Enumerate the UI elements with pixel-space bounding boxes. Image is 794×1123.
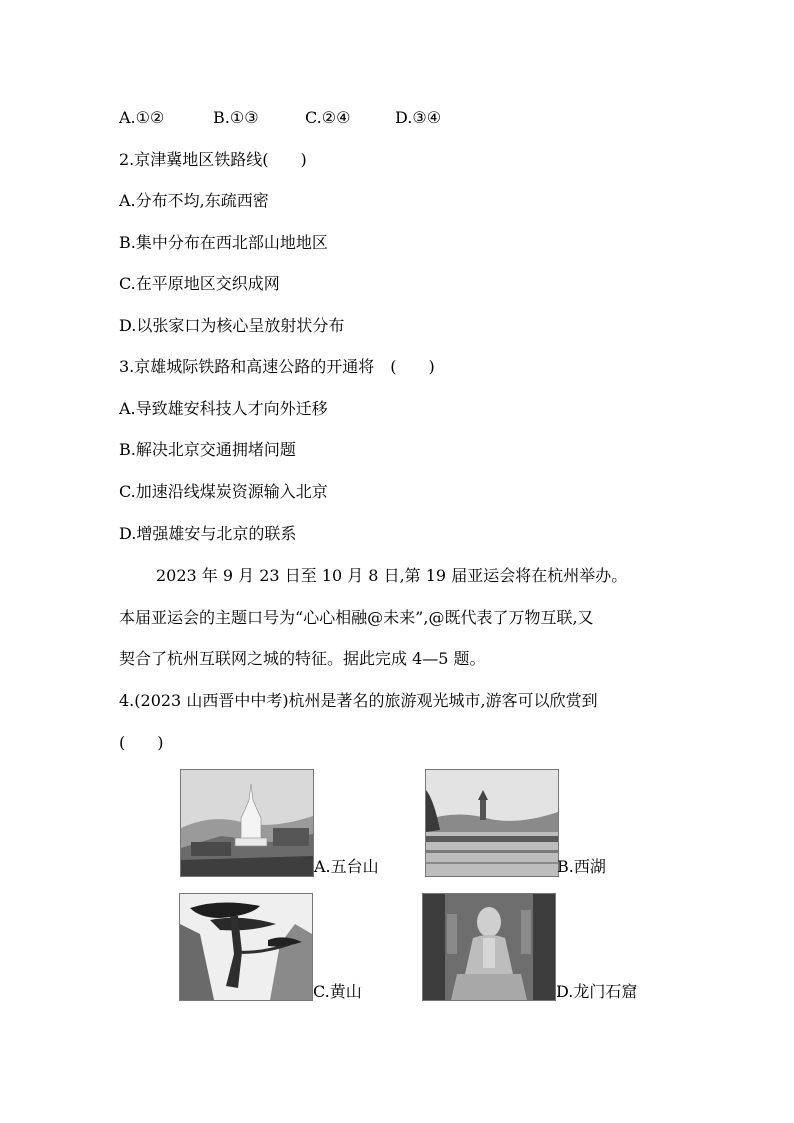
q4-bracket: ( ) [119,733,164,752]
option-c: C.②④ [305,108,351,127]
q1-options [119,108,441,128]
xihu-photo [425,769,559,877]
wutaishan-photo [180,769,314,877]
q2-option-a: A.分布不均,东疏西密 [119,191,269,210]
q4-stem: 4.(2023 山西晋中中考)杭州是著名的旅游观光城市,游客可以欣赏到 [119,691,598,710]
q3-option-b: B.解决北京交通拥堵问题 [119,440,296,459]
q2-option-d: D.以张家口为核心呈放射状分布 [119,316,345,335]
q2-stem: 2.京津冀地区铁路线( ) [119,150,307,169]
option-b: B.①③ [213,108,259,127]
caption-d: D.龙门石窟 [556,982,638,1001]
huangshan-photo [179,893,313,1001]
longmen-photo [422,893,556,1001]
q3-option-a: A.导致雄安科技人才向外迁移 [119,399,328,418]
passage-line-3: 契合了杭州互联网之城的特征。据此完成 4—5 题。 [119,649,486,668]
q2-option-b: B.集中分布在西北部山地地区 [119,233,328,252]
q3-option-d: D.增强雄安与北京的联系 [119,524,297,543]
option-d: D.③④ [395,108,442,127]
option-a: A.①② [119,108,165,127]
passage-line-2: 本届亚运会的主题口号为“心心相融@未来”,@既代表了万物互联,又 [119,608,594,627]
q3-stem: 3.京雄城际铁路和高速公路的开通将 ( ) [119,357,435,376]
passage-line-1: 2023 年 9 月 23 日至 10 月 8 日,第 19 届亚运会将在杭州举办。 [156,566,628,585]
caption-c: C.黄山 [313,982,362,1001]
caption-a: A.五台山 [314,857,379,876]
caption-b: B.西湖 [557,857,606,876]
q2-option-c: C.在平原地区交织成网 [119,274,280,293]
q3-option-c: C.加速沿线煤炭资源输入北京 [119,482,328,501]
